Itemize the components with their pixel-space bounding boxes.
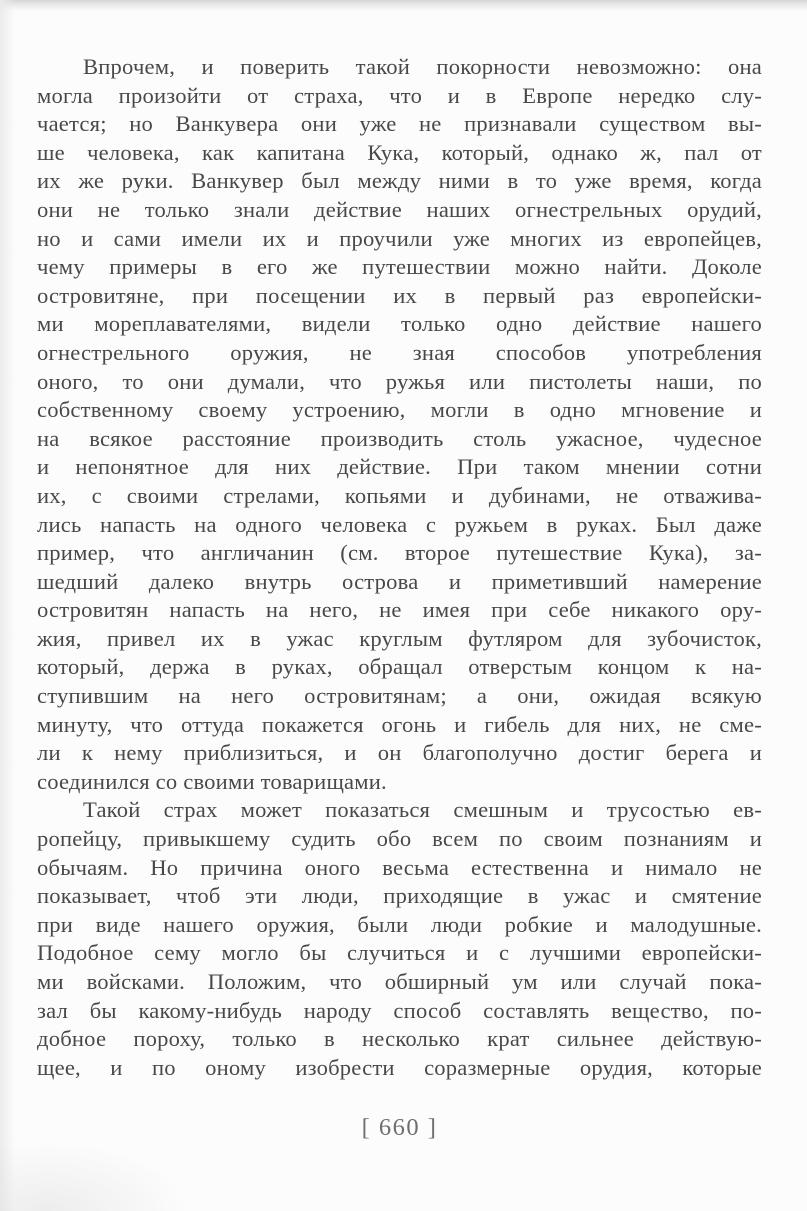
text-line: их, с своими стрелами, копьями и дубинами, не отважива- — [37, 482, 762, 508]
text-line: оного, то они думали, что ружья или пистолеты наши, по — [37, 368, 762, 394]
text-line: ше человека, как капитана Кука, который, однако ж, пал от — [37, 139, 762, 165]
text-line: они не только знали действие наших огнестрельных орудий, — [37, 196, 762, 222]
text-line: щее, и по оному изобрести соразмерные орудия, которые — [37, 1054, 762, 1080]
text-line: островитяне, при посещении их в первый раз европейски- — [37, 282, 762, 308]
text-line: шедший далеко внутрь острова и приметивший намерение — [37, 568, 762, 594]
text-line: ропейцу, привыкшему судить обо всем по своим познаниям и — [37, 826, 762, 852]
scan-blotch — [0, 1141, 190, 1211]
text-line: показывает, чтоб эти люди, приходящие в ужас и смятение — [37, 883, 762, 909]
text-line: добное пороху, только в несколько крат сильнее действую- — [37, 1026, 762, 1052]
scan-edge-left — [0, 0, 15, 1211]
text-line: но и сами имели их и проучили уже многих из европейцев, — [37, 225, 762, 251]
text-line: могла произойти от страха, что и в Европе нередко слу- — [37, 82, 762, 108]
text-line: лись напасть на одного человека с ружьем в руках. Был даже — [37, 511, 762, 537]
text-line: чему примеры в его же путешествии можно найти. Доколе — [37, 254, 762, 280]
text-line: Такой страх может показаться смешным и трусостью ев- — [83, 797, 762, 823]
text-line: ли к нему приблизиться, и он благополучно достиг берега и — [37, 740, 762, 766]
text-line: соединился со своими товарищами. — [37, 768, 387, 794]
text-line: огнестрельного оружия, не зная способов употребления — [37, 339, 762, 365]
text-line: обычаям. Но причина оного весьма естественна и нимало не — [37, 854, 762, 880]
text-line: островитян напасть на него, не имея при себе никакого ору- — [37, 597, 762, 623]
scan-edge-top — [0, 0, 807, 11]
text-line: ми мореплавателями, видели только одно действие нашего — [37, 311, 762, 337]
page-number: [ 660 ] — [361, 1114, 438, 1141]
text-line: собственному своему устроению, могли в одно мгновение и — [37, 397, 762, 423]
text-line: зал бы какому-нибудь народу способ составлять вещество, по- — [37, 997, 762, 1023]
text-line: при виде нашего оружия, были люди робкие и малодушные. — [37, 911, 762, 937]
text-line: чается; но Ванкувера они уже не признавали существом вы- — [37, 111, 762, 137]
text-line: на всякое расстояние производить столь ужасное, чудесное — [37, 425, 762, 451]
paragraph-2 — [37, 796, 762, 1082]
text-block — [37, 53, 762, 1082]
text-line: ми войсками. Положим, что обширный ум или случай пока- — [37, 969, 762, 994]
text-line: жия, привел их в ужас круглым футляром для зубочисток, — [37, 625, 762, 651]
text-line: ступившим на него островитянам; а они, ожидая всякую — [37, 683, 762, 709]
paragraph-1 — [37, 53, 762, 796]
text-line: Впрочем, и поверить такой покорности невозможно: она — [83, 54, 762, 79]
text-line: минуту, что оттуда покажется огонь и гибель для них, не сме- — [37, 711, 762, 737]
text-line: пример, что англичанин (см. второе путешествие Кука), за- — [37, 540, 762, 566]
text-line: и непонятное для них действие. При таком мнении сотни — [37, 454, 762, 480]
text-line: Подобное сему могло бы случиться и с лучшими европейски- — [37, 940, 762, 966]
text-line: который, держа в руках, обращал отверстым концом к на- — [37, 654, 762, 680]
text-line: их же руки. Ванкувер был между ними в то уже время, когда — [37, 168, 762, 194]
